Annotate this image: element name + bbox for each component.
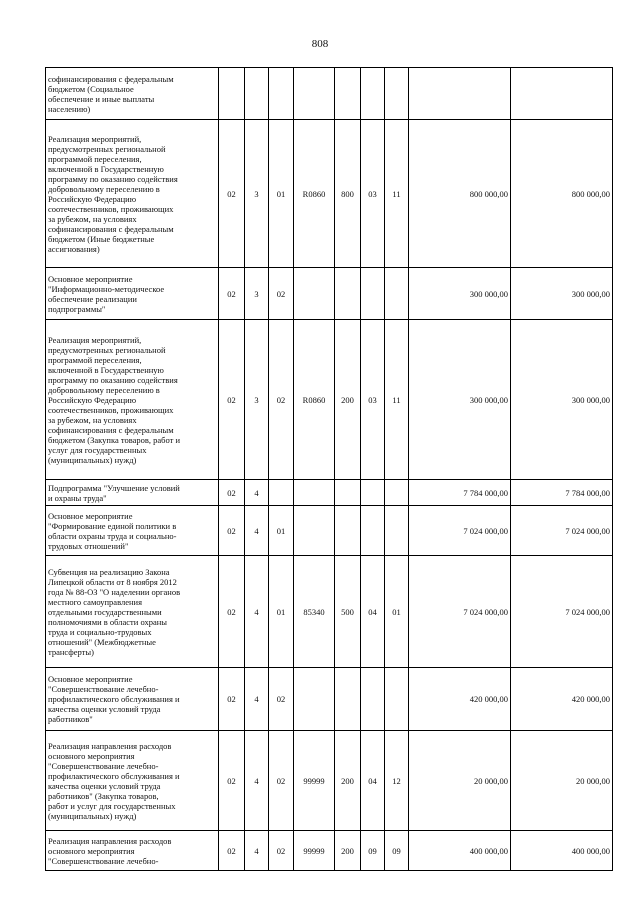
- table-row: [46, 68, 613, 120]
- code-subprogram: 4: [245, 506, 269, 556]
- code-direction: 99999: [294, 831, 335, 871]
- code-subsection: 09: [385, 831, 409, 871]
- amount-2: [511, 68, 613, 120]
- code-measure: 01: [269, 506, 294, 556]
- amount-1: 800 000,00: [409, 120, 511, 268]
- row-name: Субвенция на реализацию Закона Липецкой области от 8 ноября 2012 года № 88-ОЗ "О наделении органов местного самоуправления отдельными государственными полномочиями в области охраны труда и социально-трудовых отношений" (Межбюджетные трансферты): [46, 556, 219, 668]
- code-subprogram: 4: [245, 831, 269, 871]
- row-name: Реализация мероприятий, предусмотренных региональной программой переселения, включенной в Государственную программу по оказанию содействия добровольному переселению в Российскую Федерацию соотечественников, проживающих за рубежом, на условиях софинансирования с федеральным бюджетом (Закупка товаров, работ и услуг для государственных (муниципальных) нужд): [46, 320, 219, 480]
- code-section: [361, 480, 385, 506]
- row-name: Основное мероприятие "Формирование единой политики в области охраны труда и социально- трудовых отношений": [46, 506, 219, 556]
- budget-table: [45, 67, 613, 871]
- code-section: [361, 668, 385, 731]
- code-subsection: 01: [385, 556, 409, 668]
- code-subprogram: 4: [245, 556, 269, 668]
- code-measure: 02: [269, 731, 294, 831]
- code-program: 02: [219, 831, 245, 871]
- code-program: 02: [219, 731, 245, 831]
- amount-1: 300 000,00: [409, 320, 511, 480]
- code-section: 03: [361, 120, 385, 268]
- table-row: [46, 731, 613, 831]
- code-expense-type: 200: [335, 320, 361, 480]
- code-measure: 02: [269, 668, 294, 731]
- code-direction: R0860: [294, 320, 335, 480]
- amount-1: 7 024 000,00: [409, 556, 511, 668]
- code-measure: 02: [269, 268, 294, 320]
- code-subsection: [385, 506, 409, 556]
- code-section: [361, 268, 385, 320]
- amount-2: 420 000,00: [511, 668, 613, 731]
- code-expense-type: [335, 68, 361, 120]
- code-program: 02: [219, 480, 245, 506]
- code-measure: 01: [269, 120, 294, 268]
- amount-2: 400 000,00: [511, 831, 613, 871]
- code-section: 09: [361, 831, 385, 871]
- table-row: [46, 668, 613, 731]
- code-direction: [294, 480, 335, 506]
- amount-2: 800 000,00: [511, 120, 613, 268]
- amount-1: [409, 68, 511, 120]
- code-program: 02: [219, 320, 245, 480]
- code-section: 04: [361, 556, 385, 668]
- amount-1: 300 000,00: [409, 268, 511, 320]
- code-direction: [294, 506, 335, 556]
- code-section: 03: [361, 320, 385, 480]
- code-measure: [269, 68, 294, 120]
- code-program: 02: [219, 668, 245, 731]
- amount-2: 20 000,00: [511, 731, 613, 831]
- code-subprogram: [245, 68, 269, 120]
- code-subprogram: 4: [245, 480, 269, 506]
- amount-2: 7 784 000,00: [511, 480, 613, 506]
- code-subprogram: 3: [245, 268, 269, 320]
- row-name: Реализация направления расходов основного мероприятия "Совершенствование лечебно- профилактического обслуживания и качества оценки условий труда работников" (Закупка товаров, работ и услуг для государственных (муниципальных) нужд): [46, 731, 219, 831]
- code-measure: 02: [269, 831, 294, 871]
- code-subsection: 11: [385, 120, 409, 268]
- table-row: [46, 320, 613, 480]
- code-measure: 02: [269, 320, 294, 480]
- code-measure: 01: [269, 556, 294, 668]
- code-section: [361, 68, 385, 120]
- row-name: Реализация мероприятий, предусмотренных региональной программой переселения, включенной в Государственную программу по оказанию содействия добровольному переселению в Российскую Федерацию соотечественников, проживающих за рубежом, на условиях софинансирования с федеральным бюджетом (Иные бюджетные ассигнования): [46, 120, 219, 268]
- code-subsection: [385, 268, 409, 320]
- amount-1: 20 000,00: [409, 731, 511, 831]
- table-row: [46, 831, 613, 871]
- code-direction: [294, 668, 335, 731]
- code-program: 02: [219, 506, 245, 556]
- table-row: [46, 556, 613, 668]
- code-expense-type: 800: [335, 120, 361, 268]
- amount-2: 300 000,00: [511, 268, 613, 320]
- code-subsection: [385, 668, 409, 731]
- row-name: Реализация направления расходов основного мероприятия "Совершенствование лечебно-: [46, 831, 219, 871]
- code-measure: [269, 480, 294, 506]
- code-expense-type: 200: [335, 731, 361, 831]
- table-row: [46, 506, 613, 556]
- row-name: софинансирования с федеральным бюджетом (Социальное обеспечение и иные выплаты населению): [46, 68, 219, 120]
- code-direction: [294, 268, 335, 320]
- table-row: [46, 480, 613, 506]
- table-body: [46, 68, 613, 871]
- code-subsection: 12: [385, 731, 409, 831]
- code-expense-type: 200: [335, 831, 361, 871]
- code-section: [361, 506, 385, 556]
- amount-2: 300 000,00: [511, 320, 613, 480]
- code-program: 02: [219, 120, 245, 268]
- code-subsection: [385, 68, 409, 120]
- amount-2: 7 024 000,00: [511, 506, 613, 556]
- code-direction: R0860: [294, 120, 335, 268]
- code-expense-type: 500: [335, 556, 361, 668]
- amount-1: 420 000,00: [409, 668, 511, 731]
- code-program: 02: [219, 268, 245, 320]
- amount-2: 7 024 000,00: [511, 556, 613, 668]
- code-direction: [294, 68, 335, 120]
- row-name: Основное мероприятие "Совершенствование лечебно- профилактического обслуживания и качества оценки условий труда работников": [46, 668, 219, 731]
- code-direction: 99999: [294, 731, 335, 831]
- amount-1: 7 784 000,00: [409, 480, 511, 506]
- code-direction: 85340: [294, 556, 335, 668]
- code-subsection: [385, 480, 409, 506]
- table-row: [46, 120, 613, 268]
- code-subprogram: 4: [245, 668, 269, 731]
- amount-1: 400 000,00: [409, 831, 511, 871]
- page-number: 808: [311, 38, 329, 50]
- row-name: Основное мероприятие "Информационно-методическое обеспечение реализации подпрограммы": [46, 268, 219, 320]
- code-program: 02: [219, 556, 245, 668]
- code-expense-type: [335, 668, 361, 731]
- code-subsection: 11: [385, 320, 409, 480]
- code-program: [219, 68, 245, 120]
- row-name: Подпрограмма "Улучшение условий и охраны труда": [46, 480, 219, 506]
- code-section: 04: [361, 731, 385, 831]
- code-subprogram: 3: [245, 120, 269, 268]
- code-subprogram: 4: [245, 731, 269, 831]
- amount-1: 7 024 000,00: [409, 506, 511, 556]
- code-expense-type: [335, 268, 361, 320]
- code-subprogram: 3: [245, 320, 269, 480]
- code-expense-type: [335, 506, 361, 556]
- code-expense-type: [335, 480, 361, 506]
- table-row: [46, 268, 613, 320]
